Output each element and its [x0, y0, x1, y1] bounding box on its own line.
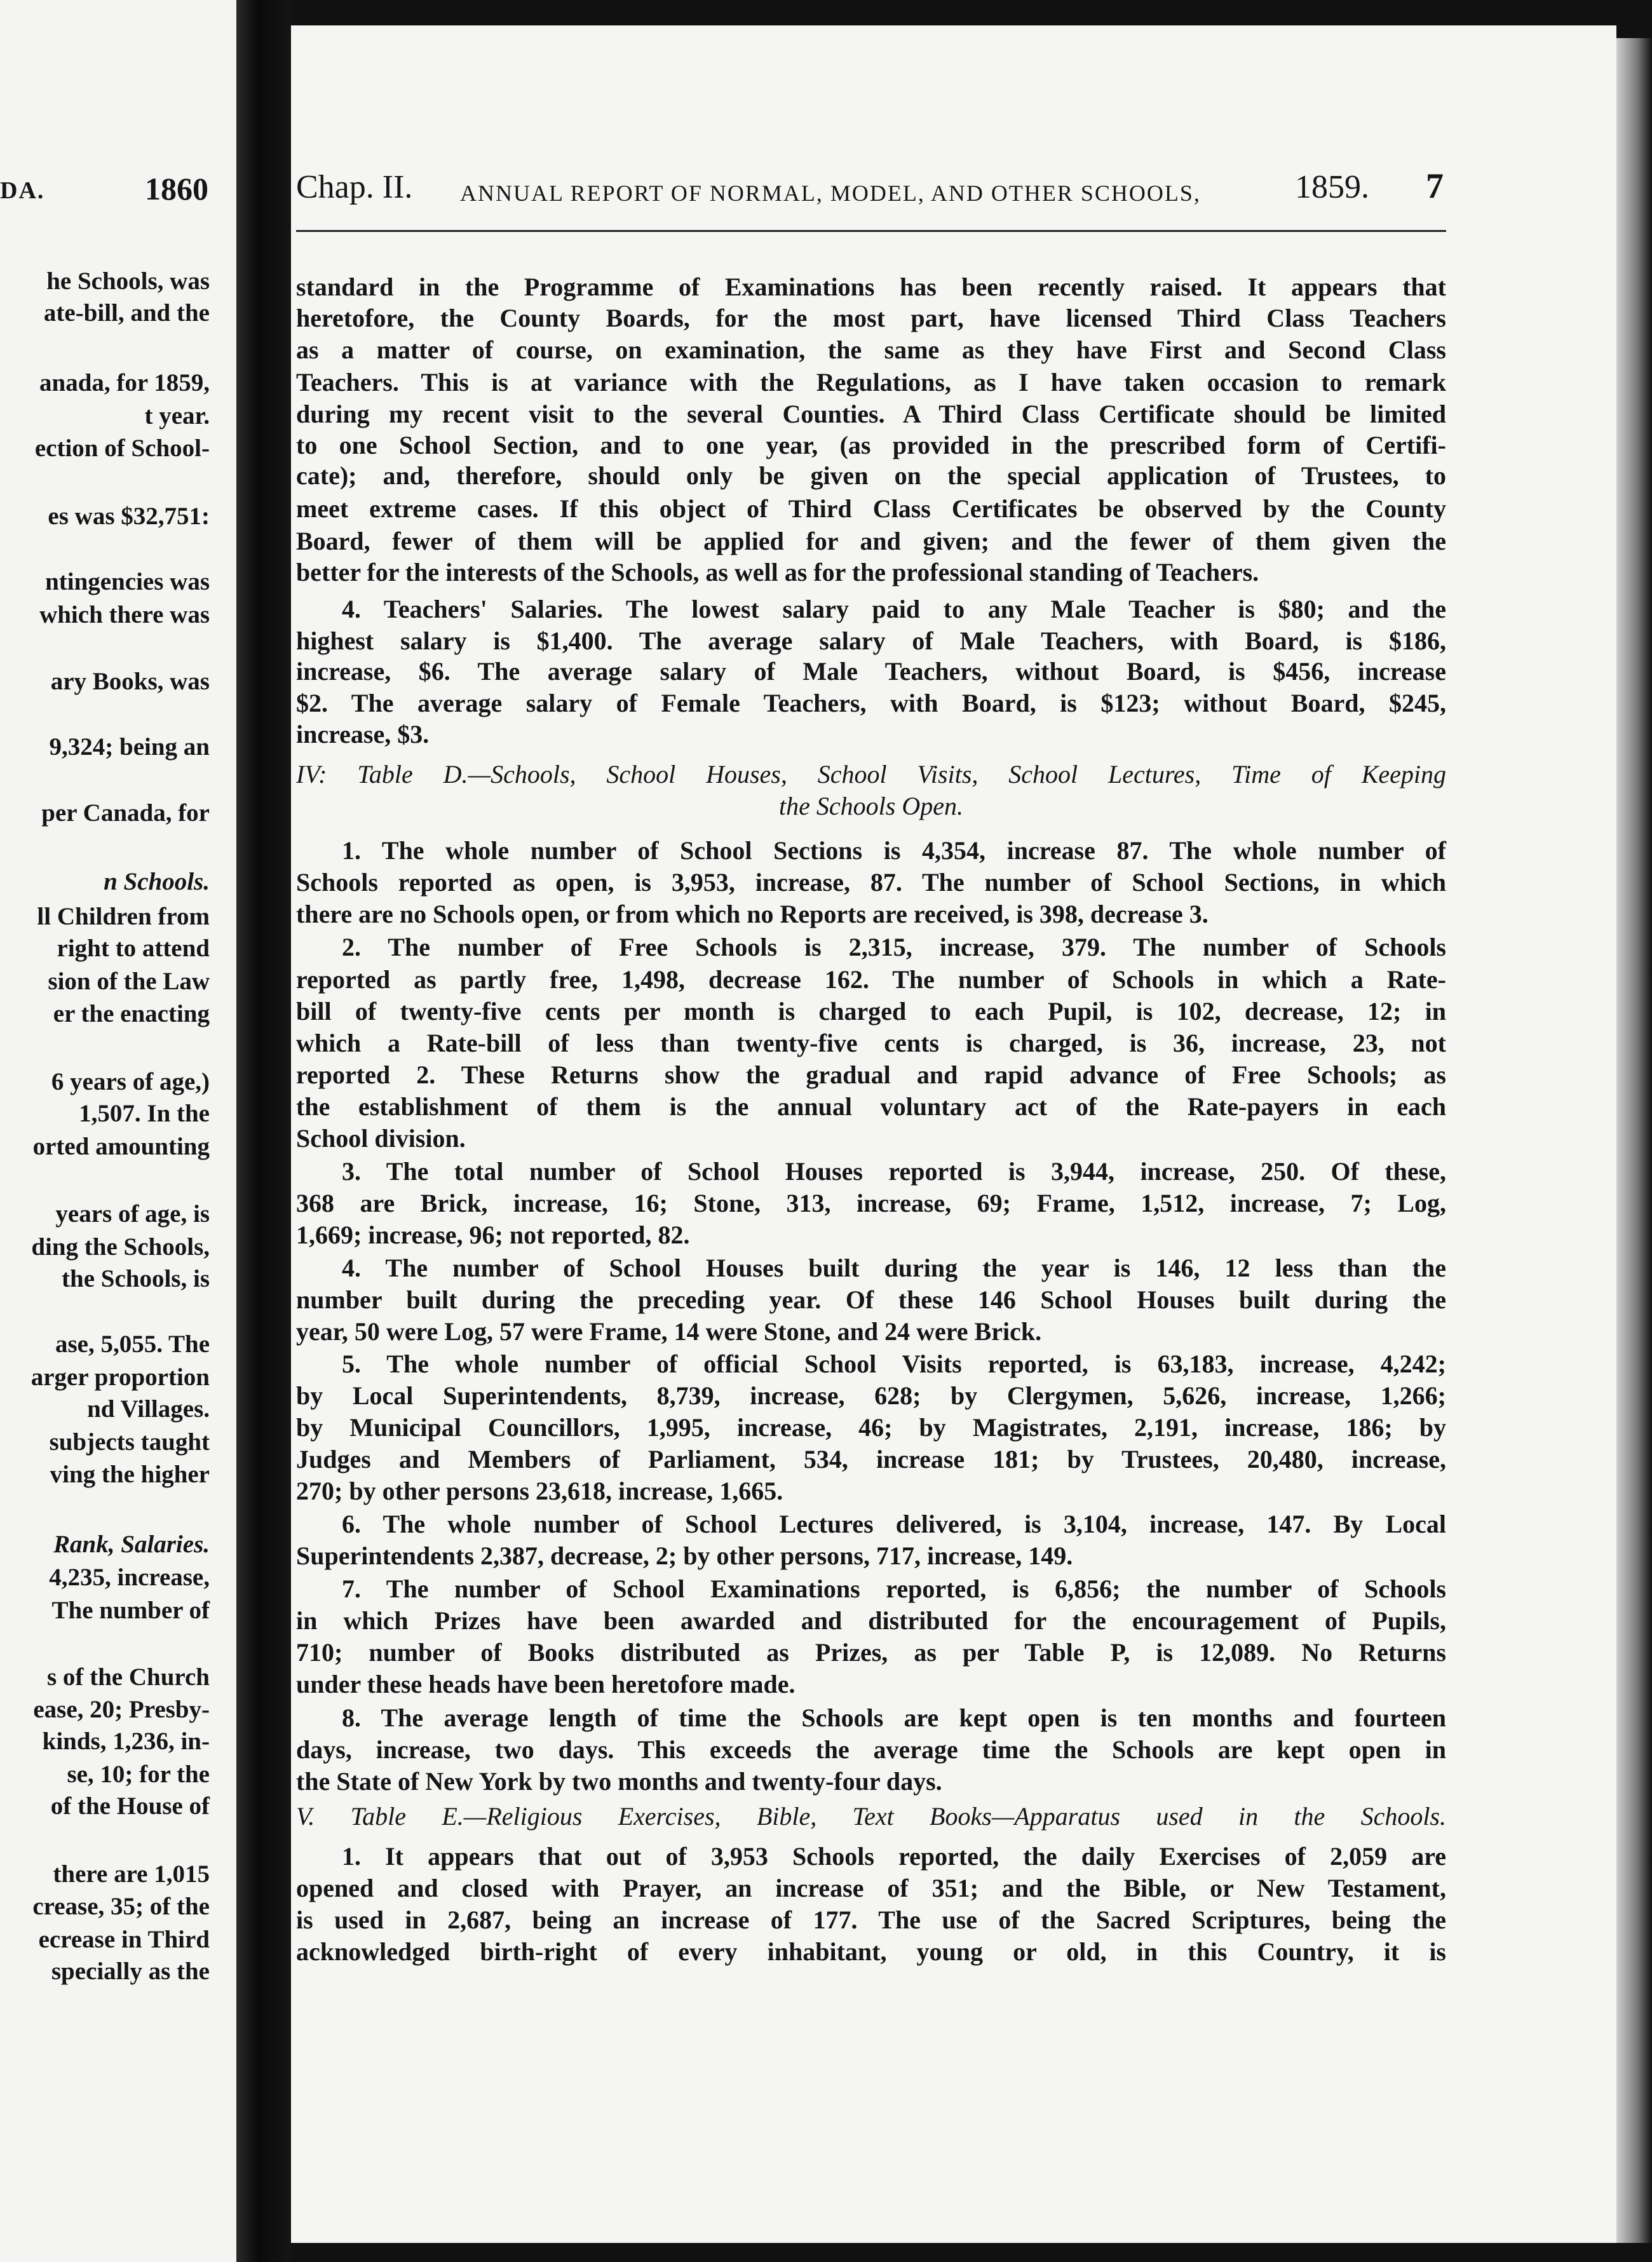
page-edge [1616, 38, 1652, 2243]
text-line: $2. The average salary of Female Teachers, with Board, is $123; without Board, $245, [296, 689, 1446, 717]
text-line: 4. Teachers' Salaries. The lowest salary paid to any Male Teacher is $80; and the [342, 595, 1446, 623]
section-heading-line: V. Table E.—Religious Exercises, Bible, Text Books—Apparatus used in the Schools. [296, 1802, 1446, 1831]
left-page-header-year: 1860 [145, 171, 208, 207]
left-page-text-line: ection of School- [34, 435, 210, 462]
text-line: acknowledged birth-right of every inhabitant, young or old, in this Country, it is [296, 1937, 1446, 1966]
left-page-text-line: the Schools, is [62, 1265, 210, 1292]
text-line: reported 2. These Returns show the gradual and rapid advance of Free Schools; as [296, 1060, 1446, 1089]
left-page-text-line: arger proportion [30, 1364, 210, 1391]
text-line: reported as partly free, 1,498, decrease 162. The number of Schools in which a Rate- [296, 965, 1446, 994]
left-page-text-line: ary Books, was [50, 668, 210, 695]
left-page-text-line: n Schools. [104, 868, 210, 895]
text-line: Schools reported as open, is 3,953, increase, 87. The number of School Sections, in which [296, 868, 1446, 897]
text-line: 1. The whole number of School Sections is 4,354, increase 87. The whole number of [342, 836, 1446, 865]
left-page-text-line: sion of the Law [48, 968, 210, 995]
left-page-text-line: kinds, 1,236, in- [42, 1728, 210, 1755]
text-line: 710; number of Books distributed as Prizes, as per Table P, is 12,089. No Returns [296, 1638, 1446, 1667]
left-page-text-line: 4,235, increase, [49, 1564, 210, 1591]
left-page-text-line: The number of [51, 1597, 210, 1624]
page-number: 7 [1426, 166, 1444, 206]
text-line: Superintendents 2,387, decrease, 2; by other persons, 717, increase, 149. [296, 1541, 1073, 1570]
left-page-text-line: 1,507. In the [79, 1100, 210, 1127]
book-gutter [236, 0, 291, 2262]
left-page-text-line: ate-bill, and the [43, 299, 210, 327]
chapter-label: Chap. II. [296, 169, 413, 205]
left-page-text-line: ntingencies was [45, 568, 210, 595]
left-page-text-line: ase, 5,055. The [55, 1331, 210, 1358]
left-page-text-line: anada, for 1859, [39, 369, 210, 396]
text-line: as a matter of course, on examination, the same as they have First and Second Class [296, 335, 1446, 364]
running-head [296, 168, 1446, 219]
text-line: increase, $3. [296, 720, 430, 748]
left-page-text-line: se, 10; for the [67, 1761, 210, 1788]
text-line: in which Prizes have been awarded and distributed for the encouragement of Pupils, [296, 1606, 1446, 1635]
left-page-text-line: he Schools, was [46, 268, 210, 295]
text-line: Board, fewer of them will be applied for and given; and the fewer of them given the [296, 527, 1446, 555]
left-page-text-line: nd Villages. [87, 1395, 210, 1423]
text-line: which a Rate-bill of less than twenty-five cents is charged, is 36, increase, 23, not [296, 1029, 1446, 1057]
left-page-text-line: ving the higher [50, 1461, 210, 1488]
left-page-text-line: ding the Schools, [31, 1233, 210, 1261]
text-line: 7. The number of School Examinations reported, is 6,856; the number of Schools [342, 1575, 1446, 1603]
left-page-text-line: orted amounting [32, 1133, 210, 1160]
running-title: ANNUAL REPORT OF NORMAL, MODEL, AND OTHER SCHOOLS, [460, 180, 1201, 206]
text-line: standard in the Programme of Examinations has been recently raised. It appears that [296, 273, 1446, 301]
left-page-text-line: right to attend [57, 935, 210, 962]
left-page-text-line: of the House of [50, 1792, 210, 1820]
text-line: meet extreme cases. If this object of Third Class Certificates be observed by the County [296, 494, 1446, 523]
left-page-text-line: t year. [144, 402, 210, 430]
text-line: Teachers. This is at variance with the Regulations, as I have taken occasion to remark [296, 368, 1446, 396]
text-line: during my recent visit to the several Counties. A Third Class Certificate should be limited [296, 400, 1446, 428]
text-line: 6. The whole number of School Lectures delivered, is 3,104, increase, 147. By Local [342, 1510, 1446, 1538]
text-line: bill of twenty-five cents per month is charged to each Pupil, is 102, decrease, 12; in [296, 997, 1446, 1026]
text-line: 1. It appears that out of 3,953 Schools reported, the daily Exercises of 2,059 are [342, 1842, 1446, 1871]
text-line: Judges and Members of Parliament, 534, increase 181; by Trustees, 20,480, increase, [296, 1445, 1446, 1473]
text-line: better for the interests of the Schools, as well as for the professional standing of Teachers. [296, 558, 1259, 586]
text-line: by Local Superintendents, 8,739, increase, 628; by Clergymen, 5,626, increase, 1,266; [296, 1381, 1446, 1410]
left-page-text-line: Rank, Salaries. [53, 1531, 210, 1558]
section-heading-line: IV: Table D.—Schools, School Houses, School Visits, School Lectures, Time of Keeping [296, 760, 1446, 789]
text-line: increase, $6. The average salary of Male Teachers, without Board, is $456, increase [296, 657, 1446, 686]
section-heading-line: the Schools Open. [779, 792, 963, 820]
left-page [0, 0, 236, 2262]
left-page-text-line: there are 1,015 [53, 1860, 210, 1888]
text-line: opened and closed with Prayer, an increase of 351; and the Bible, or New Testament, [296, 1874, 1446, 1902]
left-page-text-line: ll Children from [37, 903, 210, 930]
text-line: School division. [296, 1124, 466, 1153]
left-page-text-line: years of age, is [55, 1200, 210, 1228]
text-line: year, 50 were Log, 57 were Frame, 14 were Stone, and 24 were Brick. [296, 1317, 1042, 1346]
text-line: days, increase, two days. This exceeds the average time the Schools are kept open in [296, 1735, 1446, 1764]
left-page-text-line: 6 years of age,) [51, 1068, 210, 1095]
left-page-text-line: specially as the [51, 1958, 210, 1985]
running-year: 1859. [1295, 169, 1369, 205]
text-line: highest salary is $1,400. The average salary of Male Teachers, with Board, is $186, [296, 626, 1446, 655]
left-page-header-title: DA. [0, 177, 45, 204]
text-line: to one School Section, and to one year, (as provided in the prescribed form of Certifi- [296, 431, 1446, 459]
text-line: is used in 2,687, being an increase of 177. The use of the Sacred Scriptures, being the [296, 1906, 1446, 1934]
left-page-text-line: 9,324; being an [49, 733, 210, 761]
text-line: 368 are Brick, increase, 16; Stone, 313, increase, 69; Frame, 1,512, increase, 7; Log, [296, 1189, 1446, 1217]
text-line: 5. The whole number of official School Visits reported, is 63,183, increase, 4,242; [342, 1350, 1446, 1378]
left-page-text-line: crease, 35; of the [32, 1893, 210, 1920]
text-line: under these heads have been heretofore made. [296, 1670, 796, 1698]
text-line: 8. The average length of time the Schools are kept open is ten months and fourteen [342, 1703, 1446, 1732]
left-page-text-line: es was $32,751: [48, 503, 210, 530]
text-line: 270; by other persons 23,618, increase, 1,665. [296, 1477, 783, 1505]
text-line: number built during the preceding year. Of these 146 School Houses built during the [296, 1285, 1446, 1314]
text-line: cate); and, therefore, should only be given on the special application of Trustees, to [296, 461, 1446, 490]
text-line: 4. The number of School Houses built during the year is 146, 12 less than the [342, 1254, 1446, 1282]
text-line: 2. The number of Free Schools is 2,315, increase, 379. The number of Schools [342, 933, 1446, 961]
text-line: by Municipal Councillors, 1,995, increase, 46; by Magistrates, 2,191, increase, 186; by [296, 1413, 1446, 1442]
left-page-text-line: which there was [39, 601, 210, 628]
text-line: there are no Schools open, or from which no Reports are received, is 398, decrease 3. [296, 900, 1209, 928]
left-page-text-line: subjects taught [49, 1428, 210, 1456]
left-page-text-line: per Canada, for [41, 799, 210, 827]
text-line: the establishment of them is the annual voluntary act of the Rate-payers in each [296, 1092, 1446, 1121]
right-page [291, 25, 1616, 2243]
left-page-text-line: er the enacting [53, 1000, 210, 1027]
left-page-text-line: s of the Church [46, 1663, 210, 1691]
text-line: the State of New York by two months and twenty-four days. [296, 1767, 942, 1796]
text-line: 1,669; increase, 96; not reported, 82. [296, 1221, 690, 1249]
left-page-text-line: ease, 20; Presby- [33, 1696, 210, 1723]
left-page-text-line: ecrease in Third [38, 1926, 210, 1953]
text-line: 3. The total number of School Houses reported is 3,944, increase, 250. Of these, [342, 1157, 1446, 1186]
header-rule [296, 230, 1446, 232]
text-line: heretofore, the County Boards, for the most part, have licensed Third Class Teachers [296, 304, 1446, 332]
